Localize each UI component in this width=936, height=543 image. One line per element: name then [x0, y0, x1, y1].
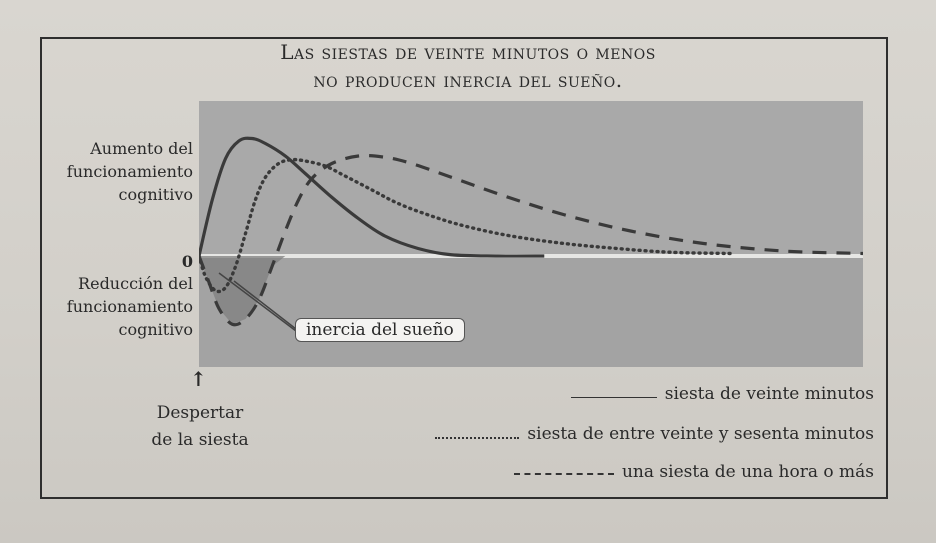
- wake-label-line-1: Despertar: [156, 403, 244, 423]
- chart-title-line-2: no producen inercia del sueño.: [313, 68, 623, 92]
- legend-label: una siesta de una hora o más: [621, 462, 874, 482]
- plot-lower-band: [199, 256, 863, 367]
- plot-upper-band: [199, 101, 863, 256]
- wake-label: [140, 400, 260, 454]
- y-label-increase: Aumento del funcionamiento cognitivo: [66, 139, 193, 204]
- legend-label: siesta de entre veinte y sesenta minutos: [527, 424, 874, 444]
- sleep-inertia-callout: inercia del sueño: [295, 318, 465, 342]
- chart-title-line-1: Las siestas de veinte minutos o menos: [280, 40, 656, 64]
- wake-label-line-2: de la siesta: [151, 430, 249, 450]
- legend-solid-line-icon: [571, 397, 657, 398]
- wake-arrow-icon: ↑: [190, 367, 207, 391]
- legend-item-hour-plus: [514, 462, 874, 482]
- y-label-decrease: Reducción del funcionamiento cognitivo: [66, 274, 193, 339]
- legend-dashed-line-icon: [514, 473, 614, 475]
- y-label-zero: 0: [181, 252, 193, 271]
- legend-item-twenty-min: [571, 384, 874, 404]
- legend-dotted-line-icon: [435, 437, 519, 439]
- legend-item-twenty-sixty-min: [435, 424, 874, 444]
- legend-label: siesta de veinte minutos: [664, 384, 874, 404]
